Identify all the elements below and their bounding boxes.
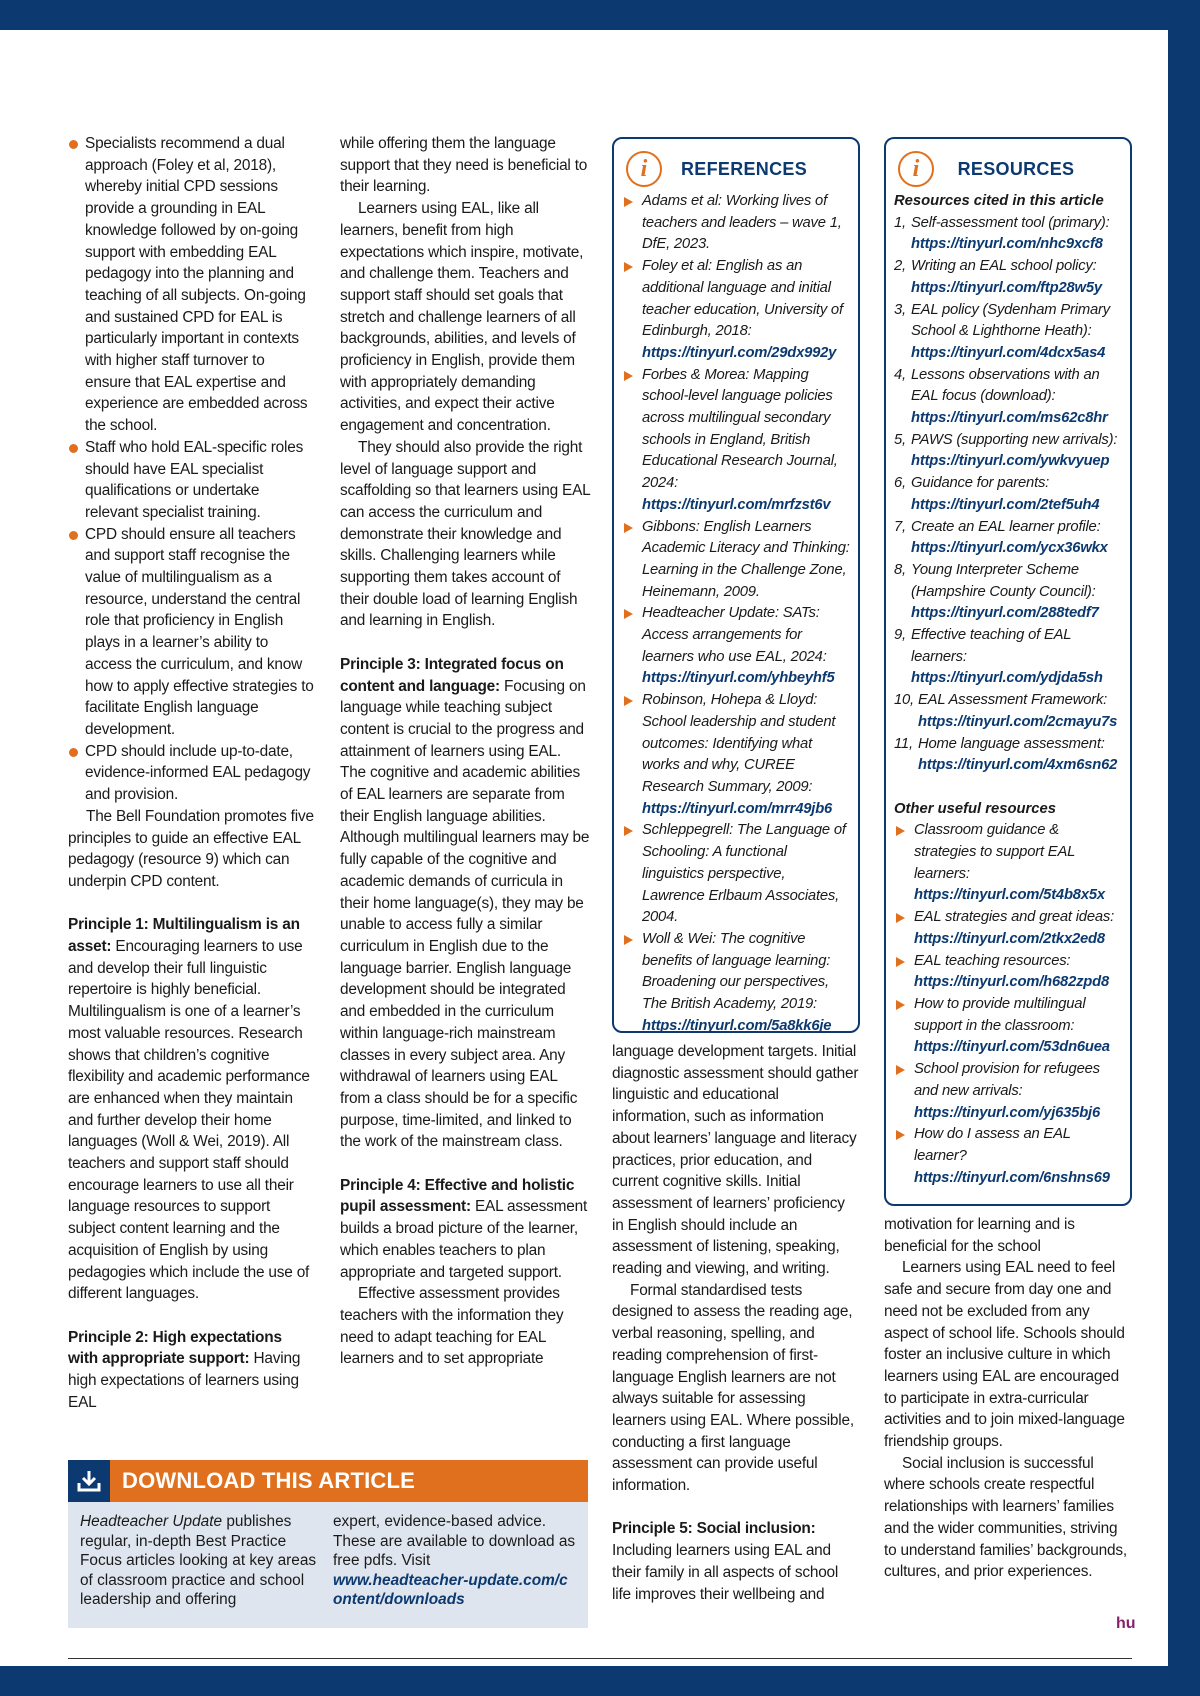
resource-text: EAL policy (Sydenham Primary School & Lighthorne Heath): bbox=[911, 301, 1110, 340]
resource-link[interactable]: https://tinyurl.com/4dcx5as4 bbox=[911, 344, 1106, 361]
resource-item bbox=[894, 690, 1122, 733]
resource-item bbox=[894, 213, 1122, 256]
resource-number: 2, bbox=[894, 258, 906, 275]
resource-number: 1, bbox=[894, 214, 906, 231]
download-text-left bbox=[80, 1512, 323, 1610]
resource-text: How do I assess an EAL learner? bbox=[914, 1126, 1071, 1164]
references-box bbox=[612, 137, 860, 1033]
resource-item bbox=[894, 625, 1122, 690]
reference-text: Robinson, Hohepa & Lloyd: School leadership and student outcomes: Identifying what works and why, CUREE Research Summary, 2009: bbox=[642, 692, 836, 795]
reference-item bbox=[622, 690, 850, 820]
principle-text: Including learners using EAL and their family in all aspects of school life improves their wellbeing and bbox=[612, 1542, 839, 1603]
list-item: Specialists recommend a dual approach (Foley et al, 2018), whereby initial CPD sessions provide a grounding in EAL knowledge followed by on-going support with embedding EAL pedagogy into the planning and teaching of all subjects. On-going and sustained CPD for EAL is particularly important in contexts with higher staff turnover to ensure that EAL expertise and experience are embedded across the school. bbox=[68, 133, 314, 437]
principle-1 bbox=[68, 914, 314, 1305]
resource-item bbox=[894, 1124, 1122, 1189]
resource-text: Self-assessment tool (primary): bbox=[911, 214, 1110, 231]
reference-item bbox=[622, 191, 850, 256]
resources-header bbox=[894, 149, 1122, 189]
resource-number: 4, bbox=[894, 366, 906, 383]
reference-link[interactable]: https://tinyurl.com/29dx992y bbox=[642, 344, 837, 361]
resource-text: EAL strategies and great ideas: bbox=[914, 909, 1114, 926]
download-icon[interactable] bbox=[68, 1460, 110, 1502]
resource-link[interactable]: https://tinyurl.com/4xm6sn62 bbox=[918, 757, 1118, 774]
principle-heading: Principle 3: Integrated focus on content and language: bbox=[340, 655, 564, 695]
resource-item bbox=[894, 1059, 1122, 1124]
paragraph: motivation for learning and is beneficial for the school bbox=[884, 1216, 1075, 1255]
resource-link[interactable]: https://tinyurl.com/yj635bj6 bbox=[914, 1104, 1100, 1121]
resource-item bbox=[894, 256, 1122, 299]
other-resources-list bbox=[894, 820, 1122, 1189]
resource-link[interactable]: https://tinyurl.com/nhc9xcf8 bbox=[911, 236, 1103, 253]
cpd-bullet-list bbox=[68, 133, 314, 806]
resource-item bbox=[894, 994, 1122, 1059]
cited-resources-heading: Resources cited in this article bbox=[894, 193, 1104, 209]
resource-number: 7, bbox=[894, 518, 906, 535]
reference-item bbox=[622, 256, 850, 365]
column-4 bbox=[884, 1214, 1132, 1583]
page bbox=[0, 30, 1168, 1666]
principle-2 bbox=[68, 1327, 314, 1414]
resource-link[interactable]: https://tinyurl.com/ycx36wkx bbox=[911, 540, 1108, 557]
resource-item bbox=[894, 560, 1122, 625]
download-title: DOWNLOAD THIS ARTICLE bbox=[122, 1468, 416, 1493]
resource-item bbox=[894, 430, 1122, 473]
reference-link[interactable]: https://tinyurl.com/yhbeyhf5 bbox=[642, 670, 835, 687]
principle-heading: Principle 2: High expectations with appropriate support: bbox=[68, 1328, 282, 1368]
resource-number: 5, bbox=[894, 431, 906, 448]
publication-name: Headteacher Update bbox=[80, 1513, 223, 1530]
principle-heading: Principle 4: Effective and holistic pupil assessment: bbox=[340, 1176, 575, 1216]
resource-text: Writing an EAL school policy: bbox=[911, 258, 1097, 275]
resource-link[interactable]: https://tinyurl.com/2tef5uh4 bbox=[911, 496, 1100, 513]
principle-4 bbox=[340, 1175, 590, 1284]
reference-item bbox=[622, 365, 850, 517]
download-text-right bbox=[333, 1512, 576, 1610]
paragraph: language development targets. Initial diagnostic assessment should gather linguistic and educational information, such as information about learners’ language and literacy practices, prior education, and current cognitive skills. Initial assessment of learners’ proficiency in English should include an assessment of listening, speaking, reading and viewing, and writing. bbox=[612, 1043, 859, 1278]
reference-link[interactable]: https://tinyurl.com/mrr49jb6 bbox=[642, 800, 833, 817]
resource-link[interactable]: https://tinyurl.com/h682zpd8 bbox=[914, 974, 1110, 991]
resource-number: 8, bbox=[894, 561, 906, 578]
reference-link[interactable]: https://tinyurl.com/mrfzst6v bbox=[642, 496, 831, 513]
paragraph: Formal standardised tests designed to assess the reading age, verbal reasoning, spelling, and reading comprehension of first-language English learners are not always suitable for assessing learners using EAL. Where possible, conducting a first language assessment can provide useful information. bbox=[612, 1281, 854, 1495]
reference-text: Gibbons: English Learners Academic Literacy and Thinking: Learning in the Challenge Zone, Heinemann, 2009. bbox=[642, 518, 850, 600]
reference-text: Forbes & Morea: Mapping school-level language policies across multilingual secondary schools in England, British Educational Research Journal, 2024: bbox=[642, 366, 838, 492]
resource-item bbox=[894, 820, 1122, 907]
resource-link[interactable]: https://tinyurl.com/ftp28w5y bbox=[911, 279, 1102, 296]
resource-link[interactable]: https://tinyurl.com/5t4b8x5x bbox=[914, 887, 1105, 904]
resource-item bbox=[894, 907, 1122, 950]
resource-link[interactable]: https://tinyurl.com/2tkx2ed8 bbox=[914, 930, 1105, 947]
paragraph: Learners using EAL, like all learners, benefit from high expectations which inspire, motivate, and challenge them. Teachers and support staff should set goals that stretch and challenge learners of all backgrounds, abilities, and levels of proficiency in English, provide them with appropriately demanding activities, and expect their active engagement and concentration. bbox=[340, 200, 584, 435]
resource-text: EAL teaching resources: bbox=[914, 952, 1071, 969]
principle-text: EAL assessment builds a broad picture of the learner, which enables teachers to plan appropriate and targeted support. bbox=[340, 1198, 588, 1281]
principle-text: Having high expectations of learners using EAL bbox=[68, 1350, 301, 1411]
principle-heading: Principle 5: Social inclusion: bbox=[612, 1520, 816, 1538]
principle-heading: Principle 1: Multilingualism is an asset: bbox=[68, 916, 300, 955]
end-mark: hu bbox=[1116, 1615, 1136, 1632]
resource-text: Guidance for parents: bbox=[911, 475, 1050, 492]
references-title: REFERENCES bbox=[680, 158, 808, 179]
download-text: expert, evidence-based advice. These are available to download as free pdfs. Visit bbox=[333, 1513, 576, 1569]
resource-text: Young Interpreter Scheme (Hampshire County Council): bbox=[911, 561, 1096, 600]
reference-link[interactable]: https://tinyurl.com/5a8kk6je bbox=[642, 1017, 832, 1034]
bottom-frame bbox=[0, 1666, 1200, 1696]
resource-number: 9, bbox=[894, 627, 906, 644]
resource-text: Effective teaching of EAL learners: bbox=[911, 627, 1072, 665]
reference-item bbox=[622, 603, 850, 690]
cited-resources-list bbox=[894, 213, 1122, 777]
resource-link[interactable]: https://tinyurl.com/53dn6uea bbox=[914, 1039, 1110, 1056]
info-icon: i bbox=[898, 151, 934, 187]
resource-number: 11, bbox=[894, 735, 913, 752]
resource-item bbox=[894, 473, 1122, 516]
resource-text: Lessons observations with an EAL focus (download): bbox=[911, 366, 1100, 405]
resource-text: PAWS (supporting new arrivals): bbox=[911, 431, 1118, 448]
paragraph: The Bell Foundation promotes five principles to guide an effective EAL pedagogy (resource 9) which can underpin CPD content. bbox=[68, 807, 314, 890]
reference-item bbox=[622, 820, 850, 929]
resource-link[interactable]: https://tinyurl.com/ywkvyuep bbox=[911, 453, 1110, 470]
info-icon: i bbox=[626, 151, 662, 187]
paragraph: Learners using EAL need to feel safe and secure from day one and need not be excluded from any aspect of school life. Schools should foster an inclusive culture in which learners using EAL are encouraged to participate in extra-curricular activities and to join mixed-language friendship groups. bbox=[884, 1259, 1125, 1451]
resource-link[interactable]: https://tinyurl.com/ms62c8hr bbox=[911, 410, 1108, 427]
column-2 bbox=[340, 133, 590, 1370]
list-item: CPD should include up-to-date, evidence-informed EAL pedagogy and provision. bbox=[68, 741, 314, 806]
reference-text: Headteacher Update: SATs: Access arrangements for learners who use EAL, 2024: bbox=[642, 605, 827, 665]
download-body bbox=[68, 1502, 588, 1610]
download-panel bbox=[68, 1460, 588, 1628]
resource-number: 3, bbox=[894, 301, 906, 318]
other-resources-heading: Other useful resources bbox=[894, 800, 1056, 817]
paragraph: Effective assessment provides teachers with the information they need to adapt teaching for EAL learners and to set appropriate bbox=[340, 1285, 564, 1368]
resource-item bbox=[894, 300, 1122, 365]
resource-text: School provision for refugees and new arrivals: bbox=[914, 1061, 1100, 1099]
reference-text: Schleppegrell: The Language of Schooling: A functional linguistics perspective, Lawrence Erlbaum Associates, 2004. bbox=[642, 822, 846, 926]
list-item: Staff who hold EAL-specific roles should have EAL specialist qualifications or undertake relevant specialist training. bbox=[68, 437, 314, 524]
references-header bbox=[622, 149, 850, 189]
principle-3 bbox=[340, 654, 590, 1153]
list-item: CPD should ensure all teachers and support staff recognise the value of multilingualism as a resource, understand the central role that proficiency in English plays in a learner’s ability to access the curriculum, and know how to apply effective strategies to facilitate English language development. bbox=[68, 524, 314, 741]
reference-item bbox=[622, 517, 850, 604]
resource-link[interactable]: https://tinyurl.com/ydjda5sh bbox=[911, 670, 1103, 687]
principle-text: Encouraging learners to use and develop their full linguistic repertoire is highly beneficial. Multilingualism is one of a learner’s most valuable resources. Research shows that children’s cognitive flexibility and academic performance are enhanced when they maintain and further develop their home languages (Woll & Wei, 2019). All teachers and support staff should encourage learners to use all their language resources to support subject content learning and the acquisition of English by using pedagogies which include the use of different languages. bbox=[68, 938, 310, 1303]
resource-text: Classroom guidance & strategies to support EAL learners: bbox=[914, 822, 1075, 882]
resource-number: 6, bbox=[894, 475, 906, 492]
paragraph: Social inclusion is successful where schools create respectful relationships with learners’ families and the wider communities, striving to understand families’ backgrounds, cultures, and prior experiences. bbox=[884, 1454, 1127, 1581]
resource-item bbox=[894, 365, 1122, 430]
resource-text: How to provide multilingual support in the classroom: bbox=[914, 996, 1086, 1034]
resource-text: Home language assessment: bbox=[918, 735, 1105, 752]
resource-item bbox=[894, 951, 1122, 994]
resource-link[interactable]: https://tinyurl.com/288tedf7 bbox=[911, 605, 1099, 622]
column-3 bbox=[612, 1041, 860, 1605]
column-1 bbox=[68, 133, 314, 1413]
reference-text: Adams et al: Working lives of teachers and leaders – wave 1, DfE, 2023. bbox=[642, 193, 842, 253]
resource-item bbox=[894, 734, 1122, 777]
paragraph: while offering them the language support that they need is beneficial to their learning. bbox=[340, 135, 588, 196]
download-text: publishes regular, in-depth Best Practice Focus articles looking at key areas of classroom practice and school leadership and offering bbox=[80, 1513, 317, 1608]
resource-link[interactable]: https://tinyurl.com/6nshns69 bbox=[914, 1169, 1110, 1186]
resource-text: EAL Assessment Framework: bbox=[918, 692, 1108, 709]
references-list bbox=[622, 191, 850, 1037]
footer-divider bbox=[68, 1658, 1132, 1659]
principle-text: Focusing on language while teaching subject content is crucial to the progress and attainment of learners using EAL. The cognitive and academic abilities of EAL learners are separate from their English language abilities. Although multilingual learners may be fully capable of the cognitive and academic demands of curricula in their home language(s), they may be unable to access fully a similar curriculum in English due to the language barrier. English language development should be integrated and embedded in the curriculum within language-rich mainstream classes in every subject area. Any withdrawal of learners using EAL from a class should be for a specific purpose, time-limited, and linked to the work of the mainstream class. bbox=[340, 677, 590, 1151]
resources-title: RESOURCES bbox=[957, 158, 1075, 179]
resource-link[interactable]: https://tinyurl.com/2cmayu7s bbox=[918, 713, 1118, 730]
reference-item bbox=[622, 929, 850, 1038]
principle-5 bbox=[612, 1518, 860, 1605]
reference-text: Woll & Wei: The cognitive benefits of language learning: Broadening our perspectives, The British Academy, 2019: bbox=[642, 930, 831, 1013]
download-header bbox=[68, 1460, 588, 1502]
resource-number: 10, bbox=[894, 692, 914, 709]
paragraph: They should also provide the right level of language support and scaffolding so that learners using EAL can access the curriculum and demonstrate their knowledge and skills. Challenging learners while supporting them takes account of their double load of learning English and learning in English. bbox=[340, 438, 590, 630]
reference-text: Foley et al: English as an additional language and initial teacher education, University of Edinburgh, 2018: bbox=[642, 258, 843, 340]
resource-text: Create an EAL learner profile: bbox=[911, 518, 1101, 535]
resource-item bbox=[894, 517, 1122, 560]
resources-box bbox=[884, 137, 1132, 1206]
download-link[interactable]: www.headteacher-update.com/content/downloads bbox=[333, 1571, 568, 1608]
